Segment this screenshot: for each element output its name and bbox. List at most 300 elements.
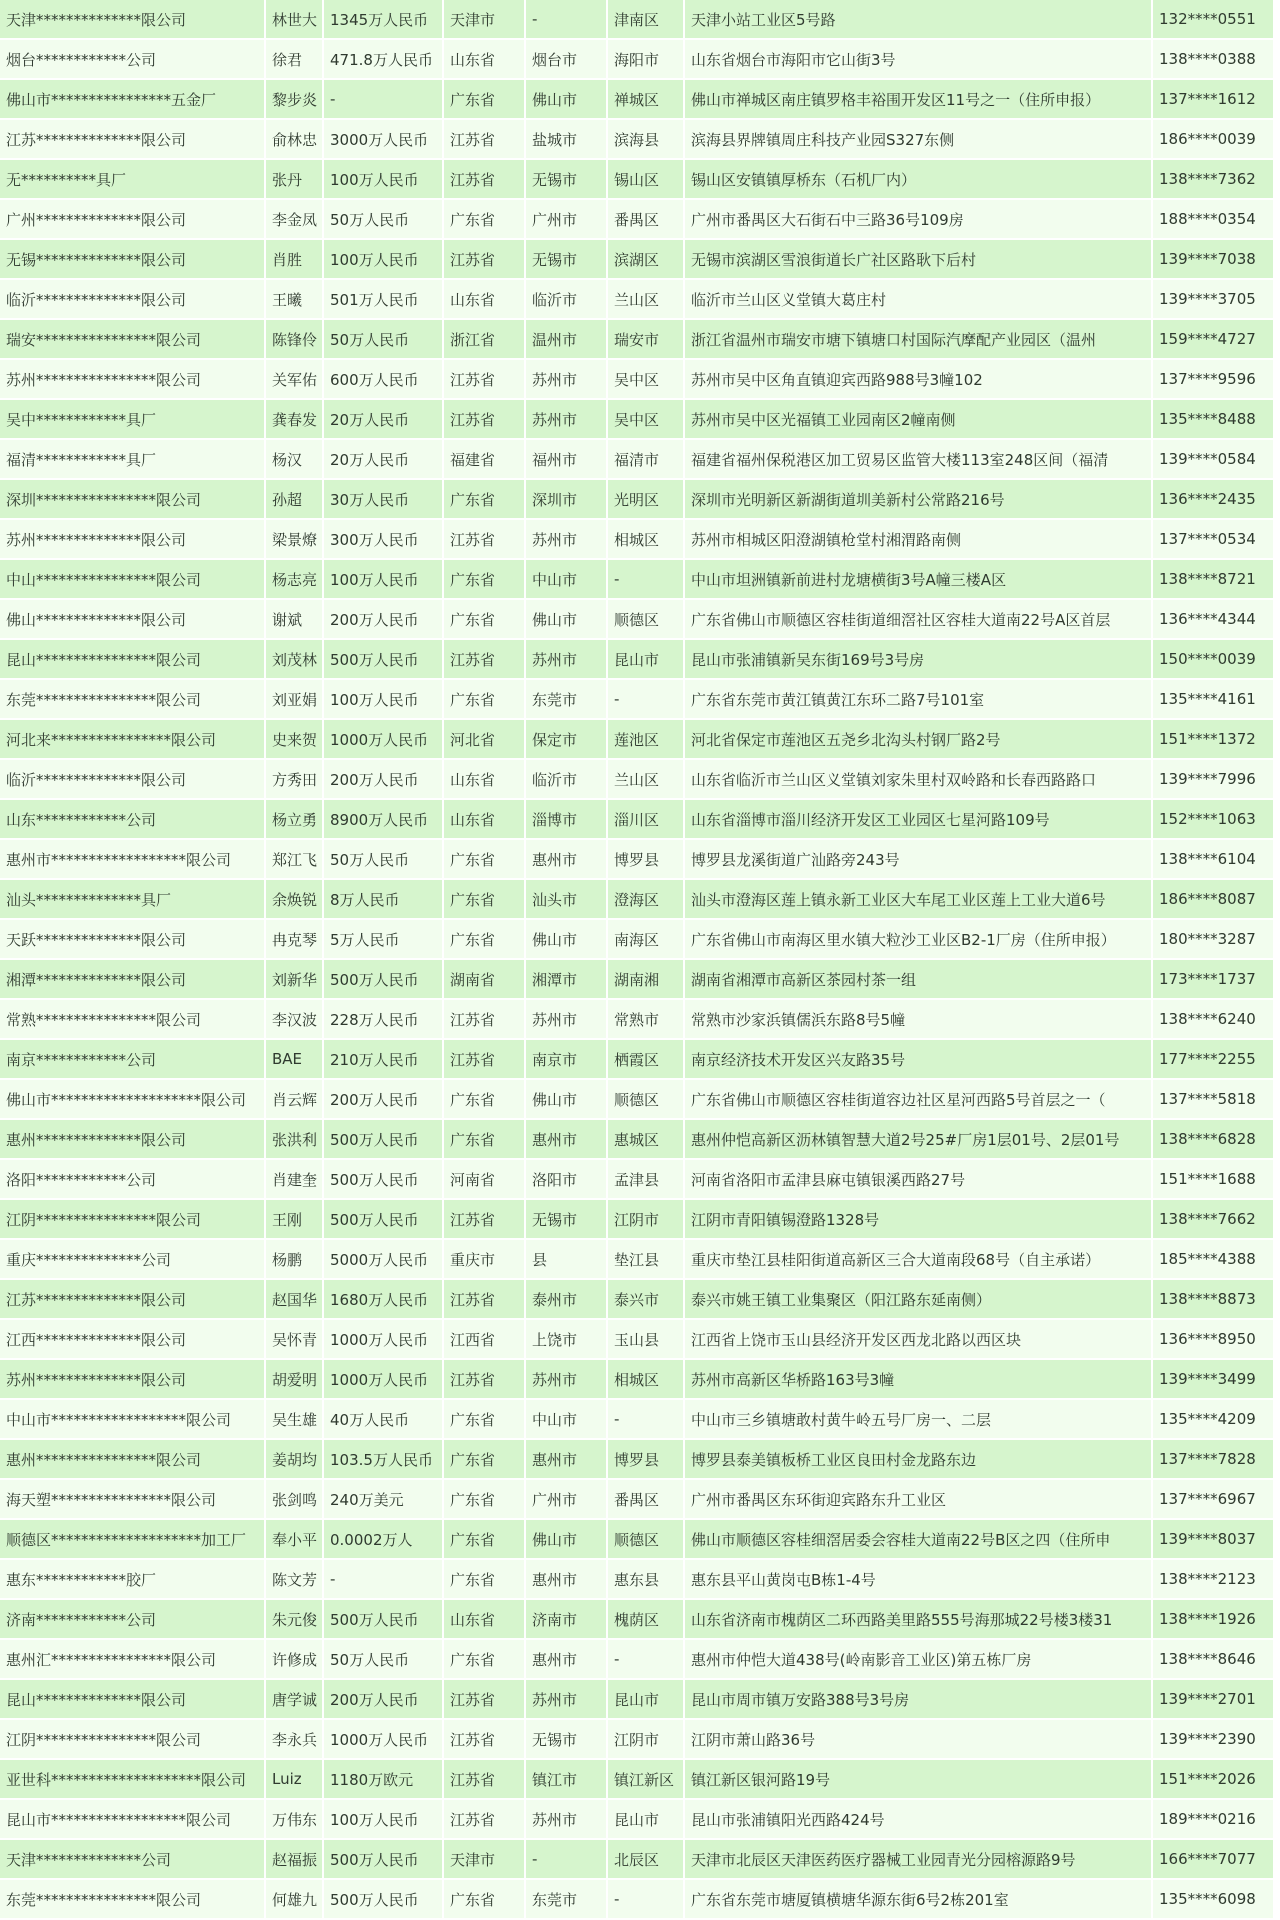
phone-cell: 139****2701 — [1152, 1679, 1274, 1719]
province-cell: 广东省 — [443, 79, 525, 119]
company-name-cell: 苏州**************限公司 — [0, 519, 265, 559]
city-cell: 汕头市 — [525, 879, 607, 919]
address-cell: 锡山区安镇镇厚桥东（石机厂内） — [684, 159, 1152, 199]
registered-capital-cell: 210万人民币 — [323, 1039, 443, 1079]
table-row — [0, 399, 1274, 439]
province-cell: 山东省 — [443, 39, 525, 79]
company-name-cell: 临沂**************限公司 — [0, 759, 265, 799]
phone-cell: 185****4388 — [1152, 1239, 1274, 1279]
address-cell: 湖南省湘潭市高新区茶园村茶一组 — [684, 959, 1152, 999]
legal-representative-cell: 肖建奎 — [265, 1159, 323, 1199]
legal-representative-cell: BAE — [265, 1039, 323, 1079]
province-cell: 广东省 — [443, 479, 525, 519]
phone-cell: 138****8873 — [1152, 1279, 1274, 1319]
address-cell: 江阴市青阳镇锡澄路1328号 — [684, 1199, 1152, 1239]
city-cell: 南京市 — [525, 1039, 607, 1079]
company-name-cell: 湘潭**************限公司 — [0, 959, 265, 999]
registered-capital-cell: 1000万人民币 — [323, 719, 443, 759]
table-row — [0, 799, 1274, 839]
phone-cell: 137****5818 — [1152, 1079, 1274, 1119]
district-cell: 栖霞区 — [607, 1039, 684, 1079]
province-cell: 重庆市 — [443, 1239, 525, 1279]
city-cell: 盐城市 — [525, 119, 607, 159]
table-row — [0, 0, 1274, 39]
registered-capital-cell: 5000万人民币 — [323, 1239, 443, 1279]
district-cell: 镇江新区 — [607, 1759, 684, 1799]
district-cell: 博罗县 — [607, 839, 684, 879]
registered-capital-cell: 0.0002万人 — [323, 1519, 443, 1559]
province-cell: 江苏省 — [443, 1279, 525, 1319]
province-cell: 浙江省 — [443, 319, 525, 359]
registered-capital-cell: 500万人民币 — [323, 1879, 443, 1919]
city-cell: 苏州市 — [525, 1359, 607, 1399]
district-cell: 江阴市 — [607, 1199, 684, 1239]
table-row — [0, 1039, 1274, 1079]
company-name-cell: 南京************公司 — [0, 1039, 265, 1079]
address-cell: 浙江省温州市瑞安市塘下镇塘口村国际汽摩配产业园区（温州 — [684, 319, 1152, 359]
address-cell: 中山市三乡镇塘敢村黄牛岭五号厂房一、二层 — [684, 1399, 1152, 1439]
company-name-cell: 无锡**************限公司 — [0, 239, 265, 279]
province-cell: 江苏省 — [443, 119, 525, 159]
table-row — [0, 1359, 1274, 1399]
city-cell: 苏州市 — [525, 1679, 607, 1719]
registered-capital-cell: 240万美元 — [323, 1479, 443, 1519]
city-cell: 惠州市 — [525, 1559, 607, 1599]
city-cell: 中山市 — [525, 559, 607, 599]
city-cell: 苏州市 — [525, 639, 607, 679]
table-row — [0, 159, 1274, 199]
table-row — [0, 1079, 1274, 1119]
city-cell: 惠州市 — [525, 839, 607, 879]
company-name-cell: 福清************具厂 — [0, 439, 265, 479]
table-row — [0, 1519, 1274, 1559]
legal-representative-cell: 王刚 — [265, 1199, 323, 1239]
province-cell: 广东省 — [443, 1879, 525, 1919]
address-cell: 滨海县界牌镇周庄科技产业园S327东侧 — [684, 119, 1152, 159]
legal-representative-cell: 余焕锐 — [265, 879, 323, 919]
legal-representative-cell: 杨鹏 — [265, 1239, 323, 1279]
address-cell: 泰兴市姚王镇工业集聚区（阳江路东延南侧） — [684, 1279, 1152, 1319]
city-cell: 济南市 — [525, 1599, 607, 1639]
district-cell: 锡山区 — [607, 159, 684, 199]
city-cell: 镇江市 — [525, 1759, 607, 1799]
company-name-cell: 江阴****************限公司 — [0, 1719, 265, 1759]
province-cell: 江苏省 — [443, 1799, 525, 1839]
phone-cell: 139****7038 — [1152, 239, 1274, 279]
district-cell: 江阴市 — [607, 1719, 684, 1759]
province-cell: 江苏省 — [443, 1719, 525, 1759]
district-cell: 淄川区 — [607, 799, 684, 839]
city-cell: - — [525, 0, 607, 39]
phone-cell: 159****4727 — [1152, 319, 1274, 359]
address-cell: 江阴市萧山路36号 — [684, 1719, 1152, 1759]
district-cell: 番禺区 — [607, 1479, 684, 1519]
table-row — [0, 1319, 1274, 1359]
province-cell: 河南省 — [443, 1159, 525, 1199]
address-cell: 中山市坦洲镇新前进村龙塘横街3号A幢三楼A区 — [684, 559, 1152, 599]
phone-cell: 138****0388 — [1152, 39, 1274, 79]
city-cell: 临沂市 — [525, 759, 607, 799]
registered-capital-cell: 1180万欧元 — [323, 1759, 443, 1799]
company-name-cell: 济南************公司 — [0, 1599, 265, 1639]
province-cell: 广东省 — [443, 559, 525, 599]
city-cell: 湘潭市 — [525, 959, 607, 999]
address-cell: 苏州市相城区阳澄湖镇枪堂村湘渭路南侧 — [684, 519, 1152, 559]
province-cell: 广东省 — [443, 1519, 525, 1559]
address-cell: 广东省东莞市塘厦镇横塘华源东街6号2栋201室 — [684, 1879, 1152, 1919]
legal-representative-cell: 刘茂林 — [265, 639, 323, 679]
district-cell: 吴中区 — [607, 359, 684, 399]
table-row — [0, 679, 1274, 719]
phone-cell: 188****0354 — [1152, 199, 1274, 239]
table-row — [0, 759, 1274, 799]
phone-cell: 138****7362 — [1152, 159, 1274, 199]
legal-representative-cell: 刘新华 — [265, 959, 323, 999]
company-name-cell: 昆山****************限公司 — [0, 639, 265, 679]
phone-cell: 135****4161 — [1152, 679, 1274, 719]
table-row — [0, 519, 1274, 559]
phone-cell: 135****4209 — [1152, 1399, 1274, 1439]
address-cell: 无锡市滨湖区雪浪街道长广社区路耿下后村 — [684, 239, 1152, 279]
table-row — [0, 439, 1274, 479]
phone-cell: 137****7828 — [1152, 1439, 1274, 1479]
registered-capital-cell: 20万人民币 — [323, 439, 443, 479]
phone-cell: 180****3287 — [1152, 919, 1274, 959]
table-row — [0, 1599, 1274, 1639]
registered-capital-cell: 500万人民币 — [323, 1599, 443, 1639]
phone-cell: 136****2435 — [1152, 479, 1274, 519]
legal-representative-cell: 俞林忠 — [265, 119, 323, 159]
legal-representative-cell: 黎步炎 — [265, 79, 323, 119]
company-name-cell: 佛山**************限公司 — [0, 599, 265, 639]
phone-cell: 138****2123 — [1152, 1559, 1274, 1599]
city-cell: 佛山市 — [525, 79, 607, 119]
district-cell: 瑞安市 — [607, 319, 684, 359]
province-cell: 江苏省 — [443, 1039, 525, 1079]
province-cell: 天津市 — [443, 1839, 525, 1879]
registered-capital-cell: 1680万人民币 — [323, 1279, 443, 1319]
company-name-cell: 顺德区********************加工厂 — [0, 1519, 265, 1559]
district-cell: 惠东县 — [607, 1559, 684, 1599]
legal-representative-cell: 肖云辉 — [265, 1079, 323, 1119]
address-cell: 山东省淄博市淄川经济开发区工业园区七星河路109号 — [684, 799, 1152, 839]
city-cell: 无锡市 — [525, 159, 607, 199]
address-cell: 常熟市沙家浜镇儒浜东路8号5幢 — [684, 999, 1152, 1039]
province-cell: 江苏省 — [443, 1759, 525, 1799]
company-name-cell: 重庆**************公司 — [0, 1239, 265, 1279]
legal-representative-cell: 姜胡均 — [265, 1439, 323, 1479]
registered-capital-cell: 100万人民币 — [323, 1799, 443, 1839]
district-cell: - — [607, 559, 684, 599]
address-cell: 南京经济技术开发区兴友路35号 — [684, 1039, 1152, 1079]
table-row — [0, 119, 1274, 159]
province-cell: 广东省 — [443, 1479, 525, 1519]
phone-cell: 137****0534 — [1152, 519, 1274, 559]
legal-representative-cell: 杨志亮 — [265, 559, 323, 599]
district-cell: 昆山市 — [607, 639, 684, 679]
table-row — [0, 1639, 1274, 1679]
district-cell: - — [607, 1399, 684, 1439]
city-cell: 福州市 — [525, 439, 607, 479]
province-cell: 江苏省 — [443, 1199, 525, 1239]
table-row — [0, 279, 1274, 319]
province-cell: 广东省 — [443, 1639, 525, 1679]
table-row — [0, 1679, 1274, 1719]
city-cell: 佛山市 — [525, 599, 607, 639]
company-name-cell: 洛阳************公司 — [0, 1159, 265, 1199]
legal-representative-cell: 杨立勇 — [265, 799, 323, 839]
registered-capital-cell: 40万人民币 — [323, 1399, 443, 1439]
phone-cell: 186****0039 — [1152, 119, 1274, 159]
address-cell: 天津小站工业区5号路 — [684, 0, 1152, 39]
legal-representative-cell: 万伟东 — [265, 1799, 323, 1839]
legal-representative-cell: 刘亚娟 — [265, 679, 323, 719]
phone-cell: 139****2390 — [1152, 1719, 1274, 1759]
address-cell: 汕头市澄海区莲上镇永新工业区大车尾工业区莲上工业大道6号 — [684, 879, 1152, 919]
district-cell: 吴中区 — [607, 399, 684, 439]
city-cell: 温州市 — [525, 319, 607, 359]
company-name-cell: 山东************公司 — [0, 799, 265, 839]
registered-capital-cell: 1000万人民币 — [323, 1719, 443, 1759]
company-name-cell: 天津**************公司 — [0, 1839, 265, 1879]
city-cell: 泰州市 — [525, 1279, 607, 1319]
district-cell: 孟津县 — [607, 1159, 684, 1199]
table-row — [0, 719, 1274, 759]
registered-capital-cell: 5万人民币 — [323, 919, 443, 959]
district-cell: 禅城区 — [607, 79, 684, 119]
province-cell: 江苏省 — [443, 159, 525, 199]
province-cell: 山东省 — [443, 279, 525, 319]
phone-cell: 150****0039 — [1152, 639, 1274, 679]
legal-representative-cell: 吴怀青 — [265, 1319, 323, 1359]
table-row — [0, 1559, 1274, 1599]
legal-representative-cell: 李金凤 — [265, 199, 323, 239]
registered-capital-cell: 8900万人民币 — [323, 799, 443, 839]
province-cell: 江苏省 — [443, 359, 525, 399]
registered-capital-cell: 103.5万人民币 — [323, 1439, 443, 1479]
phone-cell: 135****6098 — [1152, 1879, 1274, 1919]
address-cell: 昆山市周市镇万安路388号3号房 — [684, 1679, 1152, 1719]
table-row — [0, 1399, 1274, 1439]
district-cell: 昆山市 — [607, 1799, 684, 1839]
registered-capital-cell: 1000万人民币 — [323, 1359, 443, 1399]
address-cell: 山东省临沂市兰山区义堂镇刘家朱里村双岭路和长春西路路口 — [684, 759, 1152, 799]
province-cell: 广东省 — [443, 1079, 525, 1119]
registered-capital-cell: 100万人民币 — [323, 239, 443, 279]
district-cell: 福清市 — [607, 439, 684, 479]
company-name-cell: 佛山市********************限公司 — [0, 1079, 265, 1119]
table-row — [0, 1479, 1274, 1519]
city-cell: 临沂市 — [525, 279, 607, 319]
phone-cell: 135****8488 — [1152, 399, 1274, 439]
legal-representative-cell: 赵国华 — [265, 1279, 323, 1319]
address-cell: 惠州仲恺高新区沥林镇智慧大道2号25#厂房1层01号、2层01号 — [684, 1119, 1152, 1159]
registered-capital-cell: 200万人民币 — [323, 1079, 443, 1119]
company-name-cell: 江苏**************限公司 — [0, 1279, 265, 1319]
company-name-cell: 昆山**************限公司 — [0, 1679, 265, 1719]
phone-cell: 139****3499 — [1152, 1359, 1274, 1399]
district-cell: 海阳市 — [607, 39, 684, 79]
legal-representative-cell: 王曦 — [265, 279, 323, 319]
city-cell: 东莞市 — [525, 679, 607, 719]
city-cell: 佛山市 — [525, 1519, 607, 1559]
province-cell: 天津市 — [443, 0, 525, 39]
phone-cell: 186****8087 — [1152, 879, 1274, 919]
legal-representative-cell: 梁景燎 — [265, 519, 323, 559]
company-name-cell: 烟台************公司 — [0, 39, 265, 79]
legal-representative-cell: Luiz — [265, 1759, 323, 1799]
company-name-cell: 江阴****************限公司 — [0, 1199, 265, 1239]
table-row — [0, 1759, 1274, 1799]
province-cell: 江苏省 — [443, 1679, 525, 1719]
legal-representative-cell: 杨汉 — [265, 439, 323, 479]
address-cell: 昆山市张浦镇阳光西路424号 — [684, 1799, 1152, 1839]
registered-capital-cell: - — [323, 1559, 443, 1599]
table-row — [0, 1119, 1274, 1159]
district-cell: 兰山区 — [607, 279, 684, 319]
table-row — [0, 879, 1274, 919]
city-cell: 县 — [525, 1239, 607, 1279]
address-cell: 苏州市吴中区光福镇工业园南区2幢南侧 — [684, 399, 1152, 439]
district-cell: 北辰区 — [607, 1839, 684, 1879]
legal-representative-cell: 谢斌 — [265, 599, 323, 639]
province-cell: 广东省 — [443, 1439, 525, 1479]
phone-cell: 137****9596 — [1152, 359, 1274, 399]
legal-representative-cell: 唐学诚 — [265, 1679, 323, 1719]
legal-representative-cell: 陈文芳 — [265, 1559, 323, 1599]
phone-cell: 166****7077 — [1152, 1839, 1274, 1879]
city-cell: 佛山市 — [525, 919, 607, 959]
legal-representative-cell: 徐君 — [265, 39, 323, 79]
city-cell: 惠州市 — [525, 1639, 607, 1679]
city-cell: 惠州市 — [525, 1439, 607, 1479]
address-cell: 广州市番禺区大石街石中三路36号109房 — [684, 199, 1152, 239]
company-name-cell: 亚世科********************限公司 — [0, 1759, 265, 1799]
address-cell: 惠东县平山黄岗屯B栋1-4号 — [684, 1559, 1152, 1599]
phone-cell: 138****6828 — [1152, 1119, 1274, 1159]
company-name-cell: 广州**************限公司 — [0, 199, 265, 239]
company-name-cell: 瑞安****************限公司 — [0, 319, 265, 359]
province-cell: 福建省 — [443, 439, 525, 479]
address-cell: 镇江新区银河路19号 — [684, 1759, 1152, 1799]
company-name-cell: 惠州市******************限公司 — [0, 839, 265, 879]
city-cell: 苏州市 — [525, 999, 607, 1039]
registered-capital-cell: 3000万人民币 — [323, 119, 443, 159]
phone-cell: 138****8646 — [1152, 1639, 1274, 1679]
phone-cell: 136****4344 — [1152, 599, 1274, 639]
address-cell: 佛山市顺德区容桂细滘居委会容桂大道南22号B区之四（住所申 — [684, 1519, 1152, 1559]
city-cell: 无锡市 — [525, 239, 607, 279]
phone-cell: 173****1737 — [1152, 959, 1274, 999]
company-name-cell: 中山市******************限公司 — [0, 1399, 265, 1439]
company-name-cell: 汕头**************具厂 — [0, 879, 265, 919]
company-name-cell: 中山****************限公司 — [0, 559, 265, 599]
phone-cell: 136****8950 — [1152, 1319, 1274, 1359]
city-cell: 广州市 — [525, 1479, 607, 1519]
table-row — [0, 919, 1274, 959]
registered-capital-cell: 100万人民币 — [323, 679, 443, 719]
phone-cell: 139****8037 — [1152, 1519, 1274, 1559]
registered-capital-cell: 200万人民币 — [323, 599, 443, 639]
district-cell: 泰兴市 — [607, 1279, 684, 1319]
table-row — [0, 1799, 1274, 1839]
legal-representative-cell: 胡爱明 — [265, 1359, 323, 1399]
province-cell: 山东省 — [443, 1599, 525, 1639]
city-cell: 苏州市 — [525, 359, 607, 399]
city-cell: 苏州市 — [525, 399, 607, 439]
legal-representative-cell: 奉小平 — [265, 1519, 323, 1559]
legal-representative-cell: 郑江飞 — [265, 839, 323, 879]
registered-capital-cell: 500万人民币 — [323, 1199, 443, 1239]
address-cell: 广州市番禺区东环街迎宾路东升工业区 — [684, 1479, 1152, 1519]
city-cell: 苏州市 — [525, 1799, 607, 1839]
legal-representative-cell: 赵福振 — [265, 1839, 323, 1879]
phone-cell: 138****1926 — [1152, 1599, 1274, 1639]
company-name-cell: 东莞****************限公司 — [0, 1879, 265, 1919]
district-cell: 惠城区 — [607, 1119, 684, 1159]
company-name-cell: 深圳****************限公司 — [0, 479, 265, 519]
province-cell: 河北省 — [443, 719, 525, 759]
address-cell: 重庆市垫江县桂阳街道高新区三合大道南段68号（自主承诺） — [684, 1239, 1152, 1279]
province-cell: 江苏省 — [443, 999, 525, 1039]
address-cell: 河南省洛阳市孟津县麻屯镇银溪西路27号 — [684, 1159, 1152, 1199]
table-row — [0, 1839, 1274, 1879]
district-cell: 常熟市 — [607, 999, 684, 1039]
table-row — [0, 639, 1274, 679]
province-cell: 江苏省 — [443, 399, 525, 439]
phone-cell: 138****6104 — [1152, 839, 1274, 879]
phone-cell: 151****1372 — [1152, 719, 1274, 759]
address-cell: 河北省保定市莲池区五尧乡北沟头村钢厂路2号 — [684, 719, 1152, 759]
district-cell: - — [607, 1639, 684, 1679]
registered-capital-cell: 100万人民币 — [323, 159, 443, 199]
table-row — [0, 359, 1274, 399]
table-row — [0, 39, 1274, 79]
phone-cell: 177****2255 — [1152, 1039, 1274, 1079]
registered-capital-cell: 200万人民币 — [323, 1679, 443, 1719]
table-row — [0, 1439, 1274, 1479]
address-cell: 临沂市兰山区义堂镇大葛庄村 — [684, 279, 1152, 319]
district-cell: 垫江县 — [607, 1239, 684, 1279]
company-name-cell: 天津**************限公司 — [0, 0, 265, 39]
legal-representative-cell: 张丹 — [265, 159, 323, 199]
phone-cell: 138****8721 — [1152, 559, 1274, 599]
province-cell: 广东省 — [443, 679, 525, 719]
legal-representative-cell: 何雄九 — [265, 1879, 323, 1919]
table-row — [0, 1279, 1274, 1319]
district-cell: 湖南湘 — [607, 959, 684, 999]
registered-capital-cell: 50万人民币 — [323, 1639, 443, 1679]
address-cell: 江西省上饶市玉山县经济开发区西龙北路以西区块 — [684, 1319, 1152, 1359]
legal-representative-cell: 张剑鸣 — [265, 1479, 323, 1519]
table-row — [0, 959, 1274, 999]
table-row — [0, 999, 1274, 1039]
table-row — [0, 79, 1274, 119]
city-cell: 保定市 — [525, 719, 607, 759]
registered-capital-cell: 1000万人民币 — [323, 1319, 443, 1359]
district-cell: 相城区 — [607, 1359, 684, 1399]
province-cell: 广东省 — [443, 1399, 525, 1439]
city-cell: 佛山市 — [525, 1079, 607, 1119]
company-name-cell: 天跃**************限公司 — [0, 919, 265, 959]
province-cell: 广东省 — [443, 1119, 525, 1159]
district-cell: 莲池区 — [607, 719, 684, 759]
legal-representative-cell: 李永兵 — [265, 1719, 323, 1759]
registered-capital-cell: 500万人民币 — [323, 1159, 443, 1199]
legal-representative-cell: 孙超 — [265, 479, 323, 519]
registered-capital-cell: 50万人民币 — [323, 319, 443, 359]
city-cell: 苏州市 — [525, 519, 607, 559]
